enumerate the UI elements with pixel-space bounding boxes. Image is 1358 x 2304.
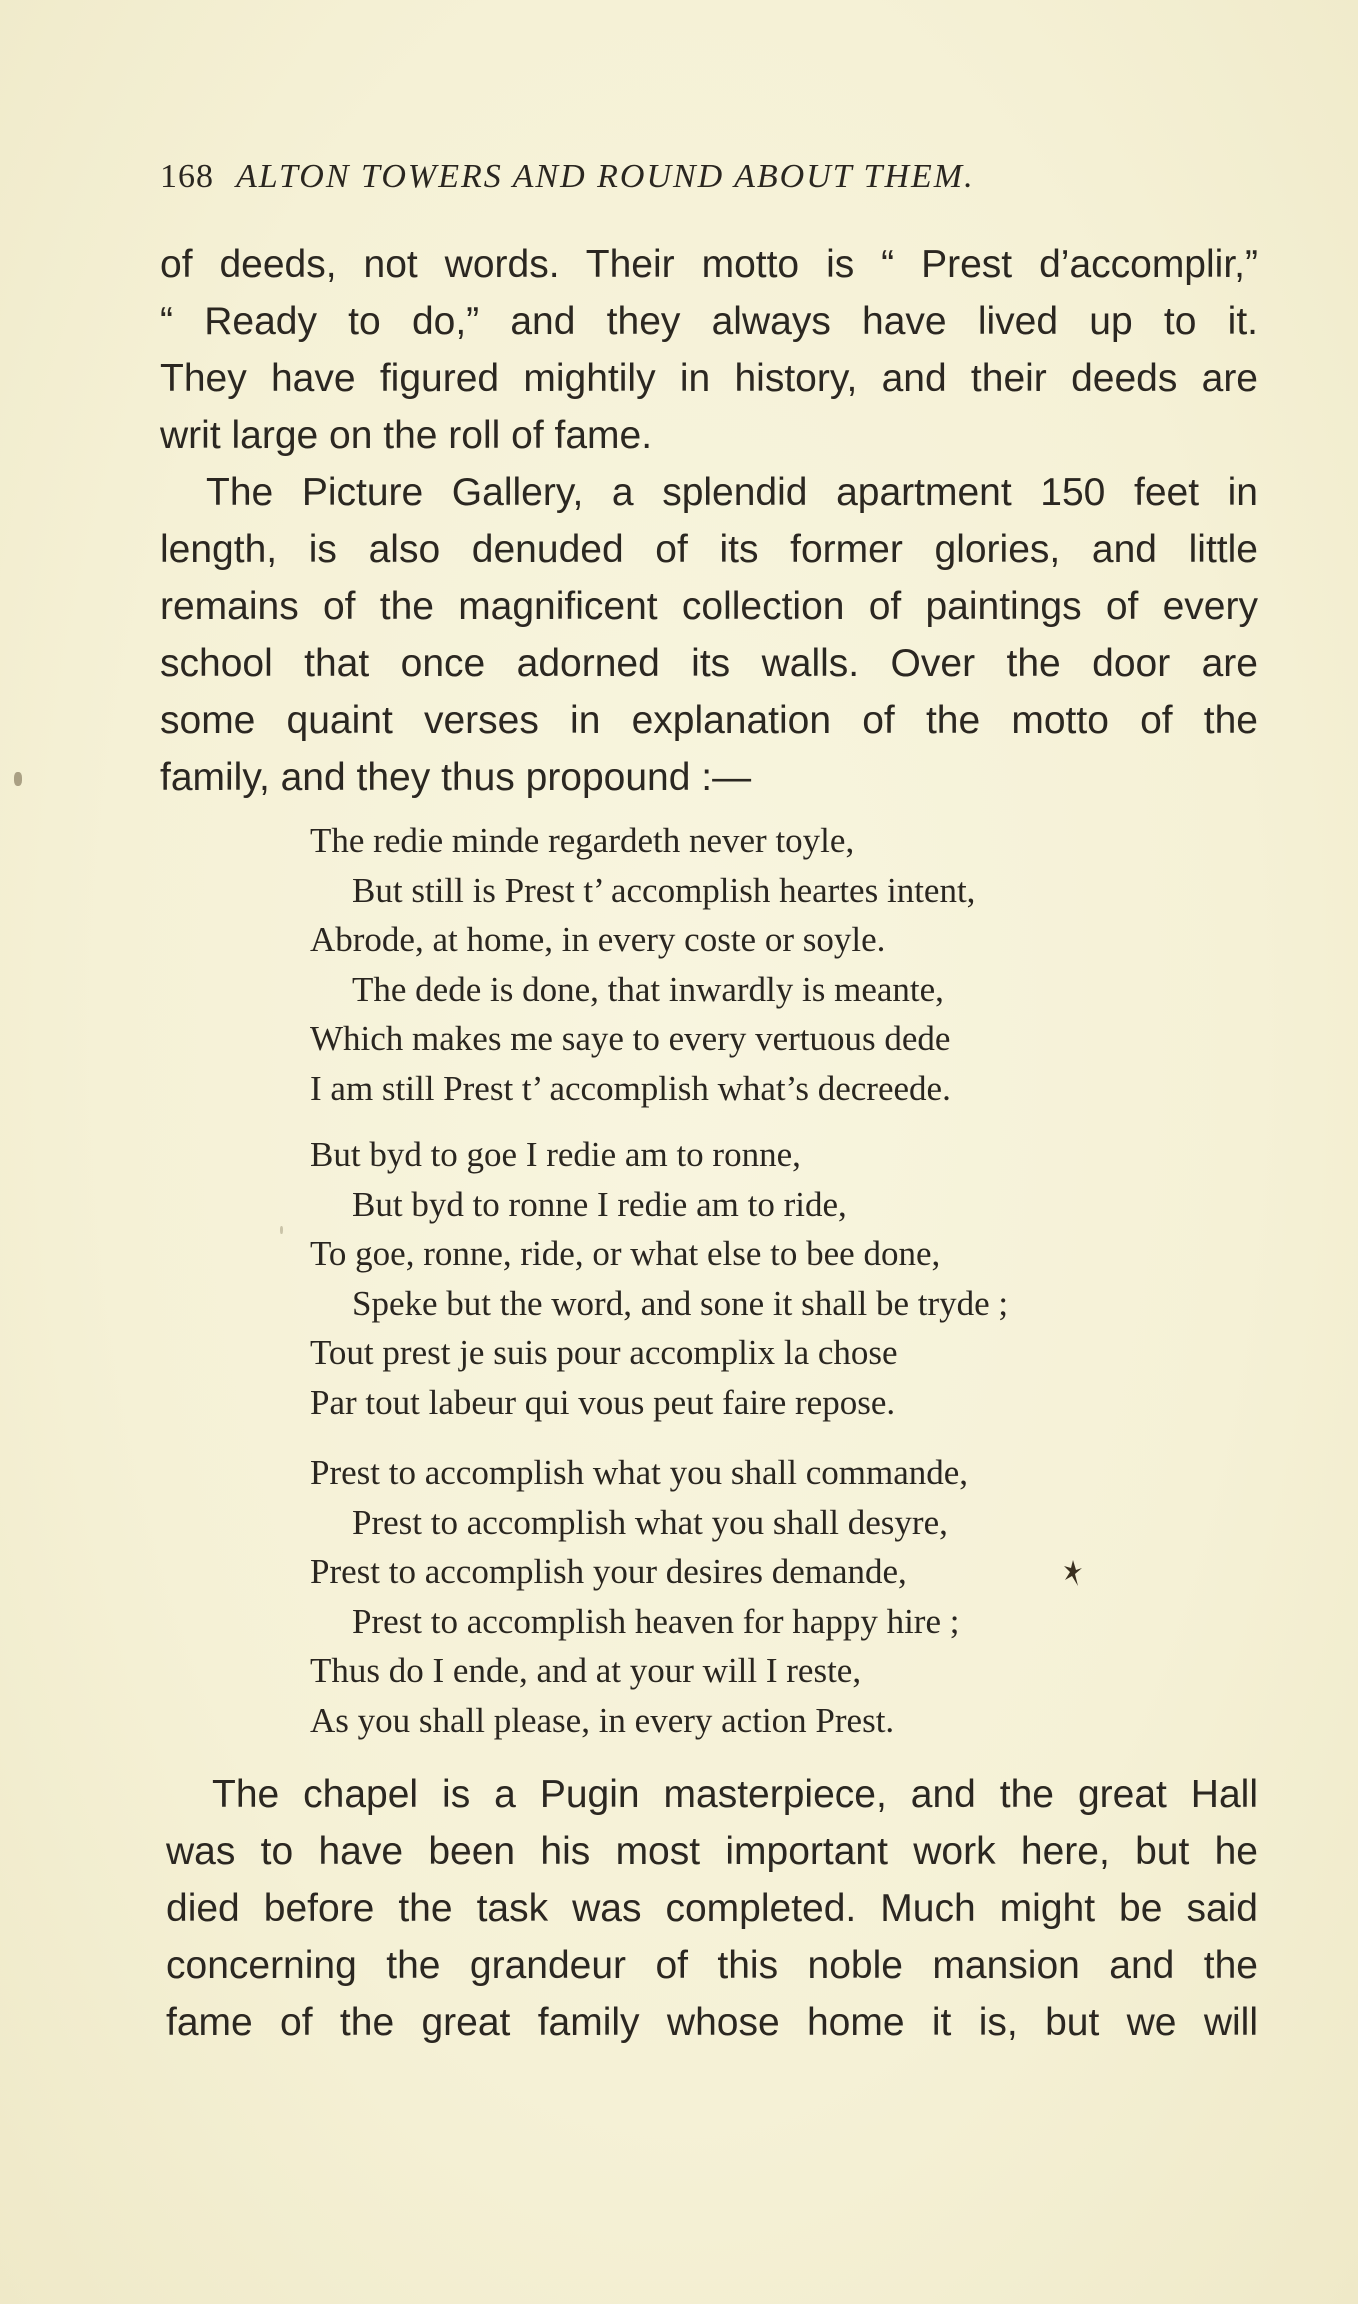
verse-line: Prest to accomplish your desires demande, (310, 1552, 907, 1591)
text-line: writ large on the roll of fame. (160, 414, 653, 457)
text-line: was to have been his most important work here, but he (166, 1830, 1258, 1873)
verse-line: The dede is done, that inwardly is meante, (352, 969, 944, 1009)
text-line: family, and they thus propound :— (160, 756, 752, 799)
verse-line: Thus do I ende, and at your will I reste, (310, 1651, 862, 1690)
verse-stanza-3 (310, 1448, 968, 1745)
verse-line: Prest to accomplish heaven for happy hire ; (352, 1601, 960, 1641)
text-line: died before the task was completed. Much might be said (166, 1887, 1258, 1930)
text-line: The Picture Gallery, a splendid apartment 150 feet in (206, 471, 1258, 514)
verse-line: But byd to ronne I redie am to ride, (352, 1184, 847, 1224)
verse-line: Prest to accomplish what you shall desyre, (352, 1502, 948, 1542)
page-number: 168 (160, 158, 214, 195)
paper-speck (14, 772, 22, 786)
ink-mark-icon (1062, 1558, 1084, 1596)
paper-speck (280, 1226, 283, 1234)
verse-line: As you shall please, in every action Prest. (310, 1700, 895, 1740)
verse-line: I am still Prest t’ accomplish what’s decreede. (310, 1068, 951, 1108)
paragraph-1 (160, 236, 1258, 464)
text-line: some quaint verses in explanation of the motto of the (160, 699, 1258, 742)
paragraph-2 (160, 464, 1258, 806)
running-header (160, 158, 975, 196)
verse-line: Abrode, at home, in every coste or soyle. (310, 920, 886, 959)
verse-line: Prest to accomplish what you shall commande, (310, 1453, 969, 1492)
text-line: They have figured mightily in history, and their deeds are (160, 357, 1258, 400)
text-line: fame of the great family whose home it is, but we will (166, 2001, 1258, 2044)
text-line: The chapel is a Pugin masterpiece, and the great Hall (212, 1773, 1258, 1816)
verse-line: But byd to goe I redie am to ronne, (310, 1135, 801, 1174)
verse-line: Speke but the word, and sone it shall be tryde ; (352, 1283, 1009, 1323)
verse-stanza-2 (310, 1130, 1008, 1427)
verse-line: To goe, ronne, ride, or what else to bee done, (310, 1234, 941, 1273)
text-line: length, is also denuded of its former glories, and little (160, 528, 1258, 571)
paragraph-3 (166, 1766, 1258, 2051)
text-line: school that once adorned its walls. Over the door are (160, 642, 1258, 685)
verse-line: Which makes me saye to every vertuous dede (310, 1019, 951, 1058)
running-title: ALTON TOWERS AND ROUND ABOUT THEM. (236, 158, 975, 195)
verse-line: But still is Prest t’ accomplish heartes intent, (352, 870, 976, 910)
text-line: “ Ready to do,” and they always have lived up to it. (160, 300, 1258, 343)
verse-line: The redie minde regardeth never toyle, (310, 821, 855, 860)
text-line: concerning the grandeur of this noble mansion and the (166, 1944, 1258, 1987)
text-line: of deeds, not words. Their motto is “ Prest d’accomplir,” (160, 243, 1258, 286)
ink-mark-icon-svg (1062, 1558, 1084, 1588)
text-line: remains of the magnificent collection of paintings of every (160, 585, 1258, 628)
verse-stanza-1 (310, 816, 975, 1113)
verse-line: Tout prest je suis pour accomplix la chose (310, 1333, 898, 1372)
verse-line: Par tout labeur qui vous peut faire repose. (310, 1382, 896, 1422)
